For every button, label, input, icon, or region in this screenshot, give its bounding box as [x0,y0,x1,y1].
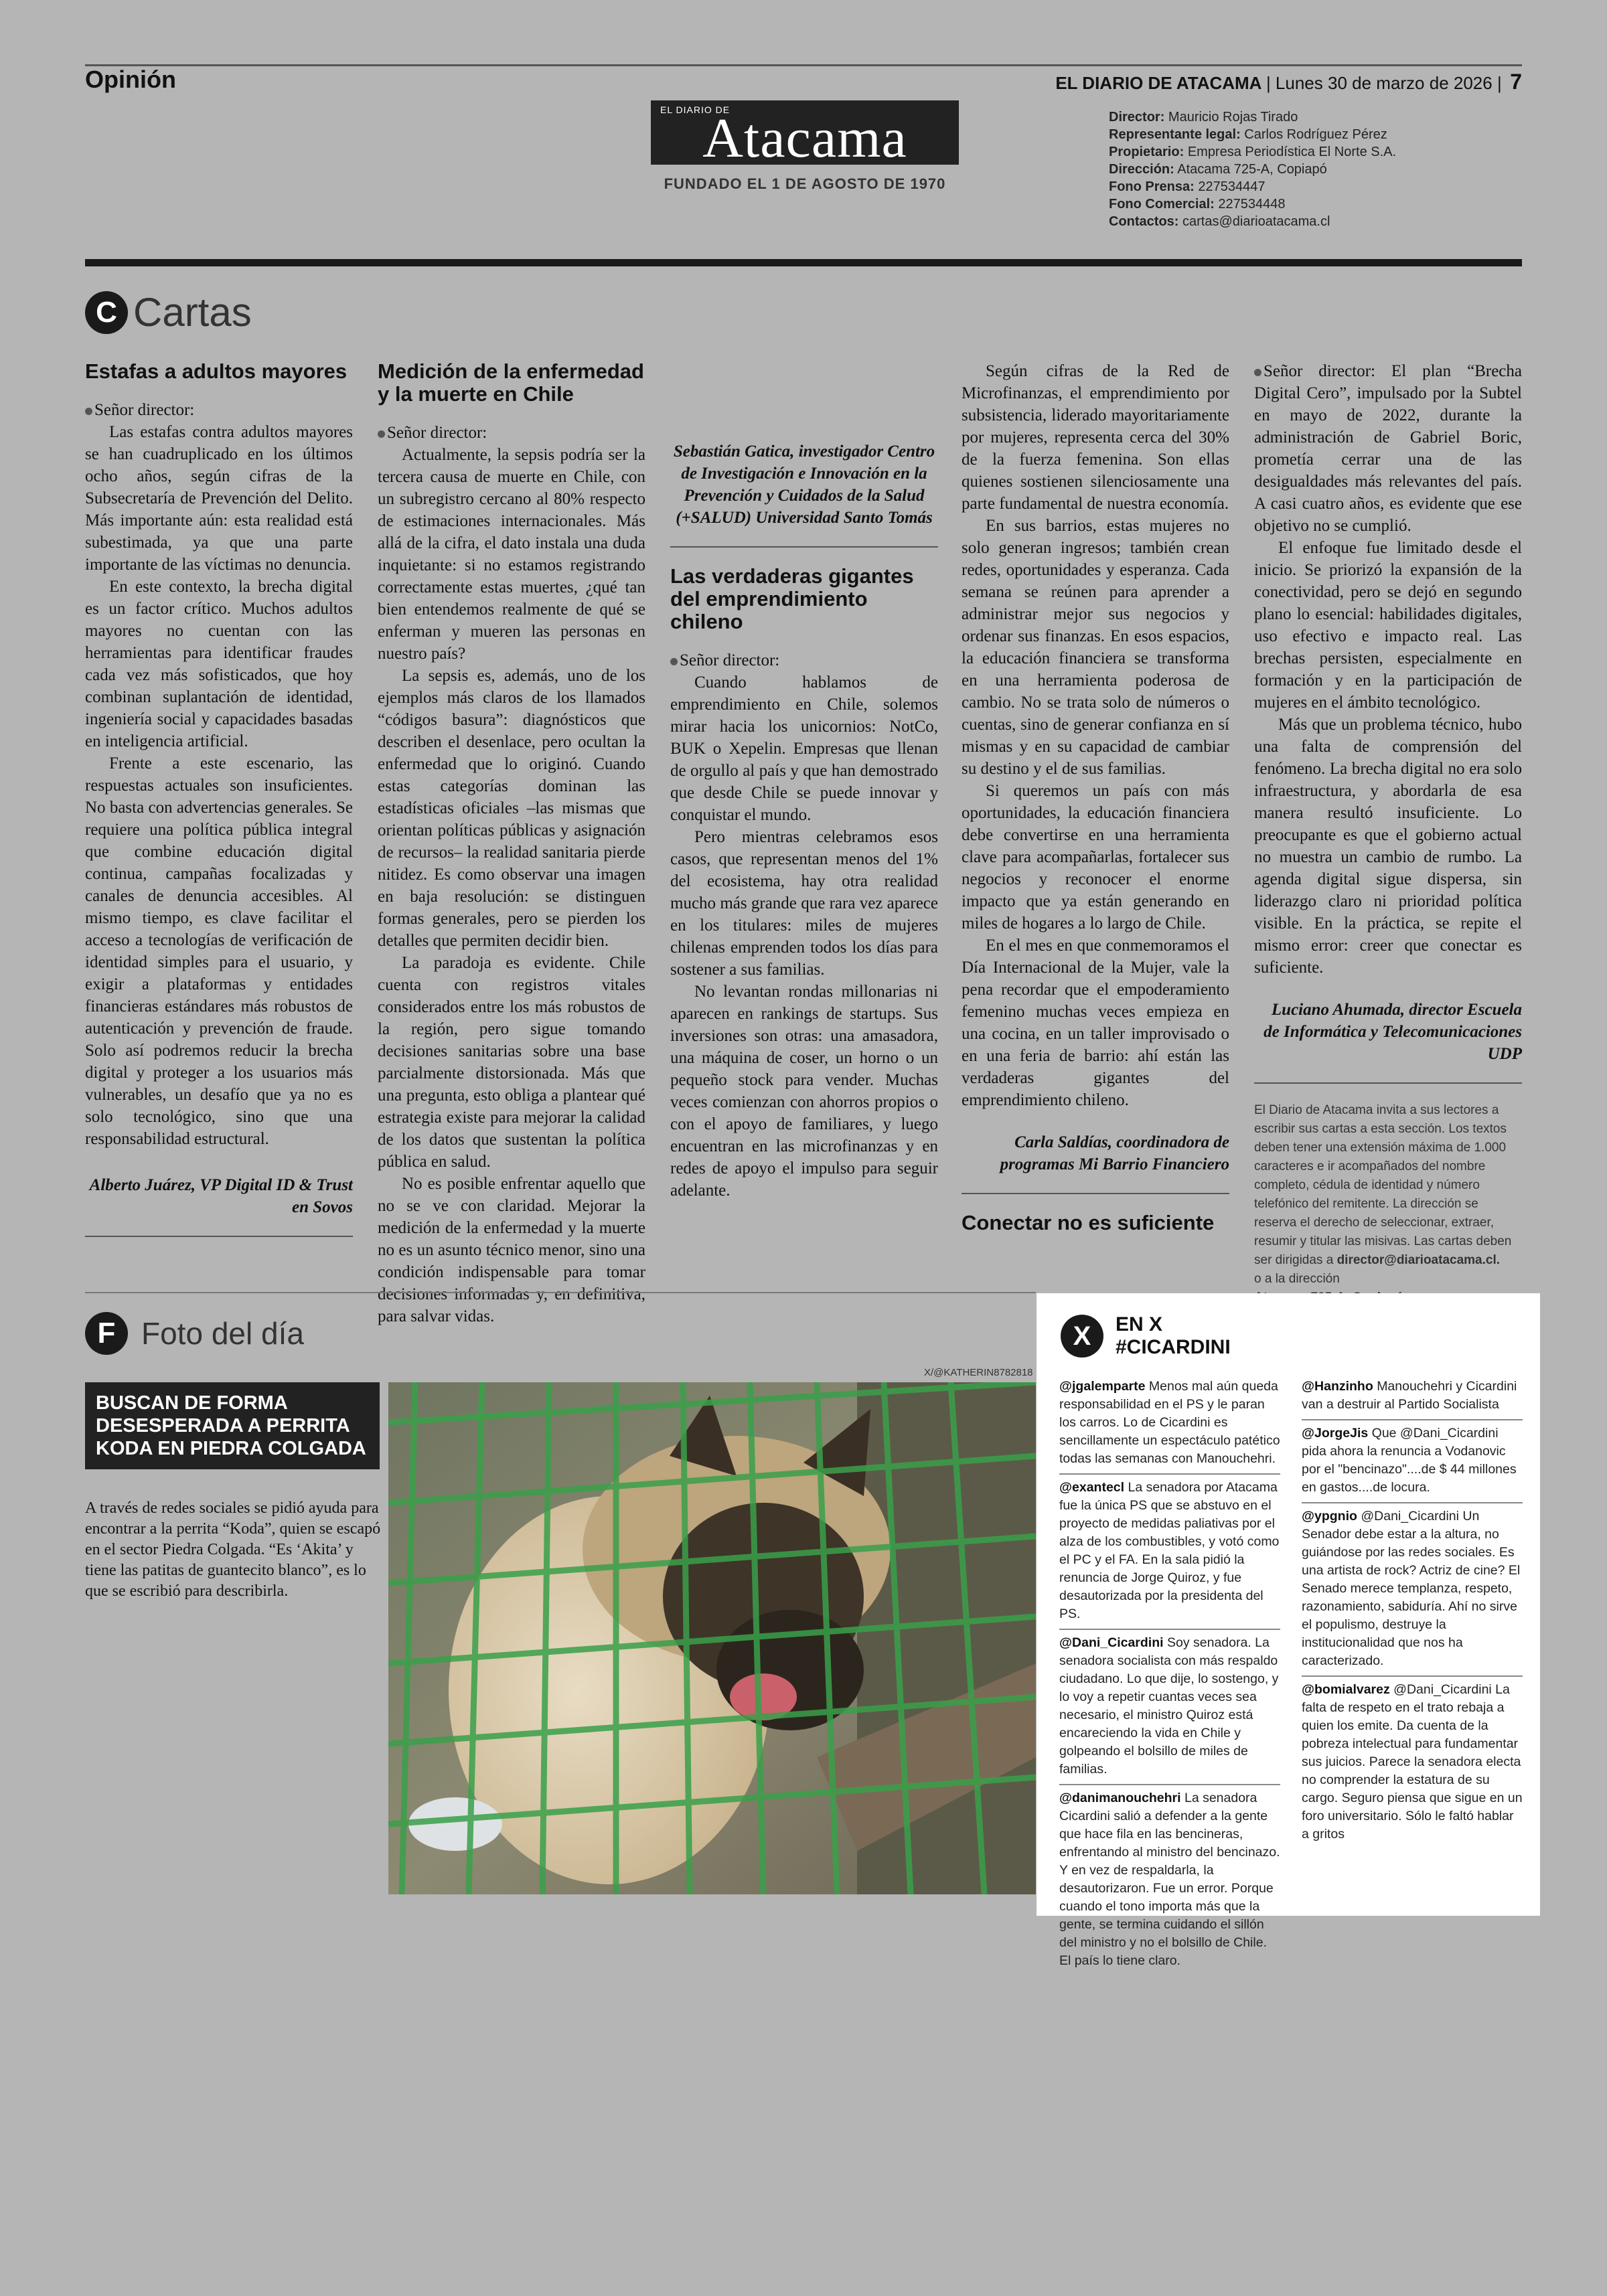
bullet-icon [378,430,385,438]
x-trending-box [1037,1293,1540,1968]
photo-headline: BUSCAN DE FORMA DESESPERADA A PERRITA KODA EN PIEDRA COLGADA [85,1382,380,1469]
photo-caption: A través de redes sociales se pidió ayuda para encontrar a la perrita “Koda”, quien se escapó en el sector Piedra Colgada. “Es ‘Akita’ y tiene las patitas de guantecito blanco”, es lo que se escribió para describirla. [85,1499,381,1600]
letter-title: Conectar no es suficiente [962,1211,1215,1234]
top-rule [85,64,1522,66]
staff-line: Contactos: cartas@diarioatacama.cl [1109,214,1330,229]
staff-line: Propietario: Empresa Periodística El Norte S.A. [1109,145,1397,159]
staff-line: Representante legal: Carlos Rodríguez Pérez [1109,127,1387,142]
cartas-section-head [85,289,252,335]
paragraph: Señor director: El plan “Brecha Digital Cero”, impulsado por la Subtel en mayo de 2022, durante la administración de Gabriel Boric, prometía cerrar una de las desigualdades más relevantes del país. A casi cuatro años, es evidente que ese objetivo no se cumplió. [1254,362,1522,535]
tweet-handle[interactable]: @JorgeJis [1302,1426,1369,1441]
paragraph: En el mes en que conmemoramos el Día Internacional de la Mujer, vale la pena recordar que el empoderamiento femenino muchas veces empieza en una cocina, en un taller improvisado o en una feria de barrio: ahí están las verdaderas gigantes del emprendimiento chileno. [962,936,1229,1109]
letter-title: Estafas a adultos mayores [85,359,348,383]
letter-column-3 [670,440,938,1202]
divider [1254,1082,1522,1084]
staff-line: Fono Comercial: 227534448 [1109,197,1286,212]
tweet: @Hanzinho Manouchehri y Cicardini van a destruir al Partido Socialista [1302,1374,1523,1420]
tweet: @danimanouchehri La senadora Cicardini salió a defender a la gente que hace fila en las bencineras, enfrentando al ministro del bencinazo. Y en vez de respaldarla, la desautorizaron. Fue un error. Porque cuando el tono importa más que la gente, se termina cuidando el sillón del ministro y no el bolsillo de Chile. El país lo tiene claro. [1059,1791,1280,1968]
tweet-column-right [1302,1374,1523,1849]
signature: Alberto Juárez, VP Digital ID & Trust en Sovos [89,1176,353,1216]
paragraph: La sepsis es, además, uno de los ejemplos más claros de los llamados “códigos basura”: diagnósticos que describen el desenlace, pero ocultan la enfermedad que lo originó. Cuando estas categorías dominan las estadísticas oficiales –las mismas que orientan políticas públicas y asignación de recursos– la realidad sanitaria pierde nitidez. Es como observar una imagen en baja resolución: se distinguen formas generales, pero se pierden los detalles que permiten decidir bien. [378,667,645,950]
paragraph: La paradoja es evidente. Chile cuenta con registros vitales considerados entre los más robustos de la región, pero sigue tomando decisiones sanitarias sobre una base parcialmente distorsionada. Más que una pregunta, esto obliga a plantear qué estrategia existe para mejorar la calidad de los datos que sustentan la política pública en salud. [378,954,645,1171]
tweet-handle[interactable]: @Hanzinho [1302,1379,1373,1394]
salutation: Señor director: [85,399,353,421]
x-logo-icon: X [1061,1315,1103,1358]
bullet-icon [1254,369,1261,376]
staff-line: Director: Mauricio Rojas Tirado [1109,110,1298,125]
section-divider [85,1292,1036,1293]
staff-line: Fono Prensa: 227534447 [1109,179,1266,194]
masthead-title: Atacama [702,107,907,165]
letter-column-1 [85,360,353,1254]
masthead-logo [651,100,959,165]
signature: Sebastián Gatica, investigador Centro de Investigación e Innovación en la Prevención y Cuidados de la Salud (+SALUD) Universidad Santo Tomás [673,442,935,527]
tweet-column-left [1059,1374,1280,1975]
letter-column-5 [1254,360,1522,1307]
paragraph: Pero mientras celebramos esos casos, que representan menos del 1% del ecosistema, hay otra realidad mucho más grande que rara vez aparece en los titulares: miles de mujeres chilenas emprenden todos los días para sostener a sus familias. [670,828,938,979]
salutation: Señor director: [378,422,645,444]
letter-column-2 [378,360,645,1327]
tweet: @bomialvarez @Dani_Cicardini La falta de respeto en el trato rebaja a quien los emite. Da cuenta de la pobreza intelectual para fundamentar sus juicios. Parece la senadora electa no comprender la estatura de su cargo. Seguro piensa que sigue en un foro universitario. Sólo le faltó hablar a gritos [1302,1682,1523,1841]
foto-section-head [85,1312,304,1355]
paragraph: Actualmente, la sepsis podría ser la tercera causa de muerte en Chile, con un subregistro cercano al 80% respecto de estimaciones internacionales. Más allá de la cifra, el dato instala una duda inquietante: si no estamos registrando correctamente estas muertes, ¿qué tan bien entendemos realmente de qué se enferman y mueren las personas en nuestro país? [378,446,645,663]
x-box-title: EN X #CICARDINI [1116,1313,1231,1358]
divider [85,1236,353,1237]
paragraph: Si queremos un país con más oportunidades, la educación financiera debe convertirse en una herramienta clave para acompañarlas, fortalecer sus negocios y reconocer el enorme impacto que ya están generando en miles de hogares a lo largo de Chile. [962,782,1229,932]
foto-title: Foto del día [141,1316,304,1351]
divider [962,1193,1229,1194]
tweet: @exantecl La senadora por Atacama fue la única PS que se abstuvo en el proyecto de medidas paliativas por el alza de los combustibles, y votó como el PC y el FA. En la sala pidió la renuncia de Jorge Quiroz, y fue desautorizada por la presidenta del PS. [1059,1475,1280,1630]
paper-name: EL DIARIO DE ATACAMA [1055,73,1262,93]
section-label: Opinión [85,66,176,93]
salutation: Señor director: [670,649,938,671]
masthead-small: EL DIARIO DE [660,104,731,115]
paragraph: En sus barrios, estas mujeres no solo generan ingresos; también crean redes, oportunidades y esperanza. Cada semana se reúnen para aprender a administrar mejor sus negocios y ordenar sus finanzas. En esos espacios, la educación financiera se transforma en una herramienta poderosa de cambio. No se trata solo de números o cuentas, sino de generar confianza en sí mismas y en su capacidad de cambiar su destino y el de sus familias. [962,517,1229,778]
paragraph: El enfoque fue limitado desde el inicio. Se priorizó la expansión de la conectividad, pero se dejó en segundo plano lo esencial: habilidades digitales, uso efectivo e impacto real. Las brechas persisten, especialmente en formación y en la participación de mujeres en el ámbito tecnológico. [1254,539,1522,712]
cartas-title: Cartas [133,290,252,335]
dog-photo [388,1382,1036,1894]
paragraph: Cuando hablamos de emprendimiento en Chile, solemos mirar hacia los unicornios: NotCo, BUK o Xepelin. Empresas que llenan de orgullo al país y que han demostrado que desde Chile se puede innovar y conquistar el mundo. [670,673,938,824]
staff-line: Dirección: Atacama 725-A, Copiapó [1109,162,1327,177]
paragraph: No es posible enfrentar aquello que no se ve con claridad. Mejorar la medición de la enfermedad y la muerte no es un asunto técnico menor, sino una condición indispensable para tomar decisiones informadas y, en definitiva, para salvar vidas. [378,1175,645,1325]
divider [670,546,938,548]
signature: Luciano Ahumada, director Escuela de Informática y Telecomunicaciones UDP [1264,1001,1522,1063]
paragraph: No levantan rondas millonarias ni aparecen en rankings de startups. Sus inversiones son otras: una amasadora, una máquina de coser, un horno o un pequeño stock para vender. Muchas veces comienzan con ahorros propios o con el apoyo de familiares, y luego encuentran en las microfinanzas y en redes de apoyo el impulso para seguir adelante. [670,983,938,1200]
date: | Lunes 30 de marzo de 2026 | [1266,73,1502,93]
tweet-handle[interactable]: @bomialvarez [1302,1682,1390,1697]
cartas-icon: C [85,291,128,334]
photo-credit: X/@KATHERIN8782818 [924,1367,1033,1378]
tweet: @JorgeJis Que @Dani_Cicardini pida ahora la renuncia a Vodanovic por el "bencinazo"....de $ 44 millones en gastos....de locura. [1302,1420,1523,1503]
header-thick-rule [85,259,1522,266]
letter-title: Medición de la enfermedad y la muerte en Chile [378,359,644,406]
notice-email[interactable]: director@diarioatacama.cl. [1336,1253,1501,1267]
paragraph: Según cifras de la Red de Microfinanzas, el emprendimiento por subsistencia, liderado mayoritariamente por mujeres, representa cerca del 30% de la fuerza femenina. Son ellas quienes sostienen silenciosamente una parte fundamental de nuestra economía. [962,362,1229,513]
x-box-header [1061,1313,1231,1359]
letter-title: Las verdaderas gigantes del emprendimiento chileno [670,564,914,633]
tweet-handle[interactable]: @exantecl [1059,1480,1125,1495]
dateline [1055,70,1522,94]
bullet-icon [670,658,678,665]
staff-box [1109,108,1396,230]
bullet-icon [85,408,92,415]
tweet-handle[interactable]: @danimanouchehri [1059,1791,1181,1805]
paragraph: Las estafas contra adultos mayores se han cuadruplicado en los últimos ocho años, según cifras de la Subsecretaría de Prevención del Delito. Más importante aún: esta realidad está subestimada, ya que una parte importante de las víctimas no denuncia. [85,423,353,574]
tweet: @jgalemparte Menos mal aún queda responsabilidad en el PS y le paran los carros. Lo de Cicardini es sencillamente un espectáculo patético todas las semanas con Manouchehri. [1059,1374,1280,1475]
paragraph: En este contexto, la brecha digital es un factor crítico. Muchos adultos mayores no cuentan con las herramientas para identificar fraudes cada vez más sofisticados, que hoy combinan suplantación de identidad, ingeniería social y capacidades basadas en inteligencia artificial. [85,578,353,750]
foto-icon: F [85,1312,128,1355]
tweet: @Dani_Cicardini Soy senadora. La senadora socialista con más respaldo ciudadano. Lo que dije, lo sostengo, y lo voy a repetir cuantas veces sea necesario, el ministro Quiroz está encareciendo la vida en Chile y golpeando el bolsillo de miles de familias. [1059,1630,1280,1785]
paragraph: Más que un problema técnico, hubo una falta de comprensión del fenómeno. La brecha digital no era solo infraestructura, y abordarla de esa manera resultó insuficiente. Lo preocupante es que el gobierno actual no muestra un cambio de rumbo. La agenda digital sigue dispersa, sin liderazgo claro ni prioridad política visible. En la práctica, se repite el mismo error: creer que conectar es suficiente. [1254,716,1522,977]
letter-column-4 [962,360,1229,1250]
founded-line: FUNDADO EL 1 DE AGOSTO DE 1970 [664,175,946,192]
tweet-handle[interactable]: @ypgnio [1302,1509,1357,1524]
paragraph: Frente a este escenario, las respuestas actuales son insuficientes. No basta con advertencias generales. Se requiere una política pública integral que combine educación digital continua, campañas focalizadas y canales de denuncia accesibles. Al mismo tiempo, es clave facilitar el acceso a tecnologías de verificación de identidad simples para el usuario, y exigir a plataformas y entidades financieras estándares más robustos de autenticación y prevención de fraude. Solo así podremos reducir la brecha digital y proteger a los usuarios más vulnerables, un desafío que ya no es solo tecnológico, sino que una responsabilidad estructural. [85,754,353,1148]
tweet-handle[interactable]: @Dani_Cicardini [1059,1635,1164,1650]
tweet-handle[interactable]: @jgalemparte [1059,1379,1146,1394]
dog-photo-illustration [388,1382,1036,1894]
page-number: 7 [1510,70,1522,94]
tweet: @ypgnio @Dani_Cicardini Un Senador debe estar a la altura, no guiándose por las redes sociales. Es una artista de rock? Actriz de cine? El Senado merece templanza, respeto, razonamiento, sabiduría. Ahí no sirve el populismo, destruye la institucionalidad que nos ha caracterizado. [1302,1503,1523,1677]
letters-notice: El Diario de Atacama invita a sus lectores a escribir sus cartas a esta sección. Los textos deben tener una extensión máxima de 1.000 caracteres e ir acompañados del nombre completo, cédula de identidad y número telefónico del remitente. La dirección se reserva el derecho de seleccionar, extraer, resumir y titular las misivas. Las cartas deben ser dirigidas a director@diarioatacama.cl. o a la dirección [1254,1101,1522,1307]
signature: Carla Saldías, coordinadora de programas Mi Barrio Financiero [1000,1133,1229,1173]
